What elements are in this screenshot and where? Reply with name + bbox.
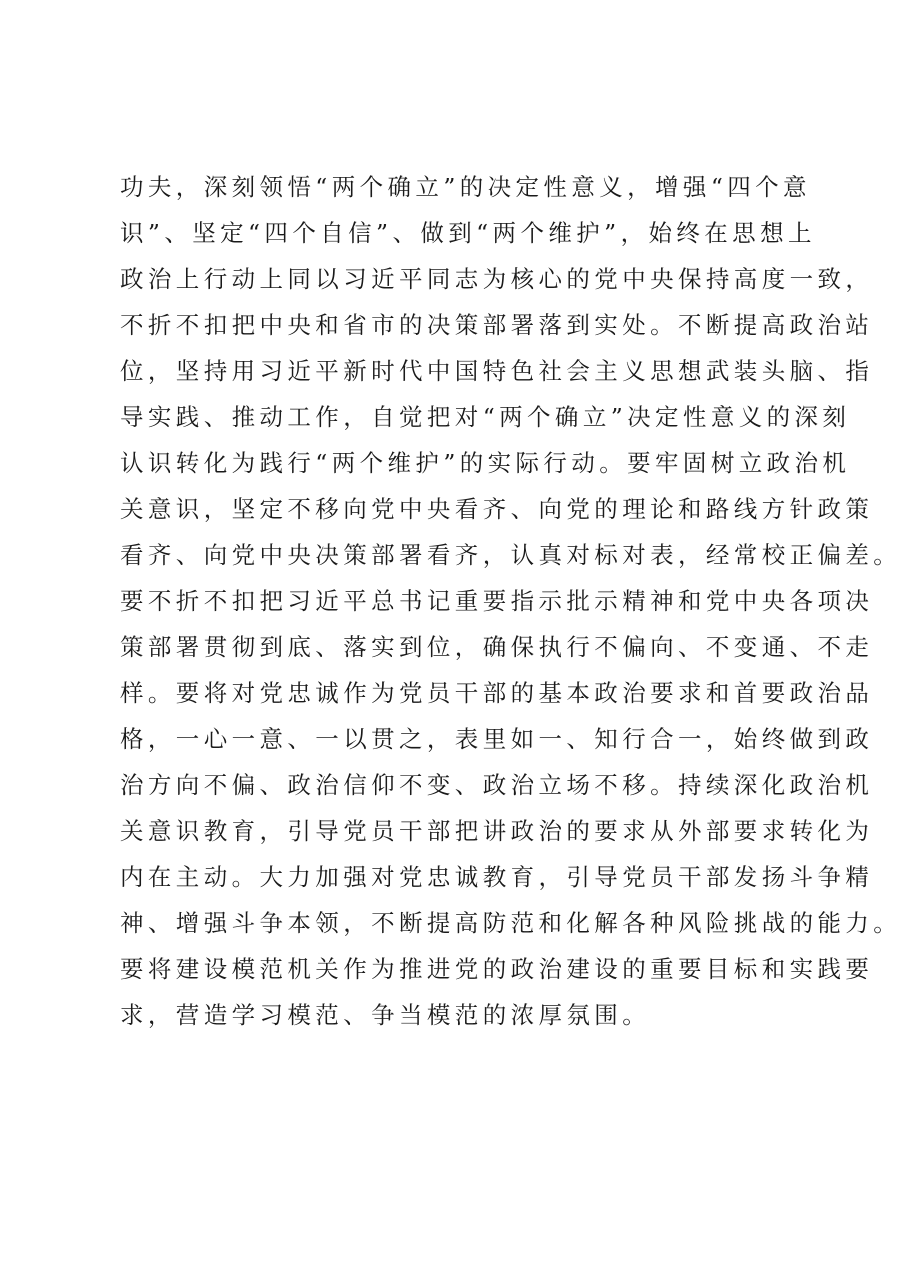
text-line-3: 政治上行动上同以习近平同志为核心的党中央保持高度一致，: [120, 265, 874, 293]
text-line-16: 内在主动。大力加强对党忠诚教育，引导党员干部发扬斗争精: [120, 863, 874, 891]
text-line-15: 关意识教育，引导党员干部把讲政治的要求从外部要求转化为: [120, 817, 874, 845]
text-line-19: 求，营造学习模范、争当模范的浓厚氛围。: [120, 1001, 651, 1029]
text-line-18: 要将建设模范机关作为推进党的政治建设的重要目标和实践要: [120, 955, 874, 983]
text-line-7: 认识转化为践行“两个维护”的实际行动。要牢固树立政治机: [120, 449, 851, 477]
text-line-5: 位，坚持用习近平新时代中国特色社会主义思想武装头脑、指: [120, 357, 874, 385]
text-line-13: 格，一心一意、一以贯之，表里如一、知行合一，始终做到政: [120, 725, 874, 753]
text-line-6: 导实践、推动工作，自觉把对“两个确立”决定性意义的深刻: [120, 403, 851, 431]
text-line-4: 不折不扣把中央和省市的决策部署落到实处。不断提高政治站: [120, 311, 874, 339]
text-line-9: 看齐、向党中央决策部署看齐，认真对标对表，经常校正偏差。: [120, 541, 902, 569]
text-line-12: 样。要将对党忠诚作为党员干部的基本政治要求和首要政治品: [120, 679, 874, 707]
text-line-14: 治方向不偏、政治信仰不变、政治立场不移。持续深化政治机: [120, 771, 874, 799]
text-line-8: 关意识，坚定不移向党中央看齐、向党的理论和路线方针政策: [120, 495, 874, 523]
text-line-10: 要不折不扣把习近平总书记重要指示批示精神和党中央各项决: [120, 587, 874, 615]
body-paragraph: [120, 164, 902, 1038]
text-line-17: 神、增强斗争本领，不断提高防范和化解各种风险挑战的能力。: [120, 909, 902, 937]
text-line-2: 识”、坚定“四个自信”、做到“两个维护”，始终在思想上: [120, 219, 816, 247]
text-line-1: 功夫，深刻领悟“两个确立”的决定性意义，增强“四个意: [120, 173, 811, 201]
text-line-11: 策部署贯彻到底、落实到位，确保执行不偏向、不变通、不走: [120, 633, 874, 661]
